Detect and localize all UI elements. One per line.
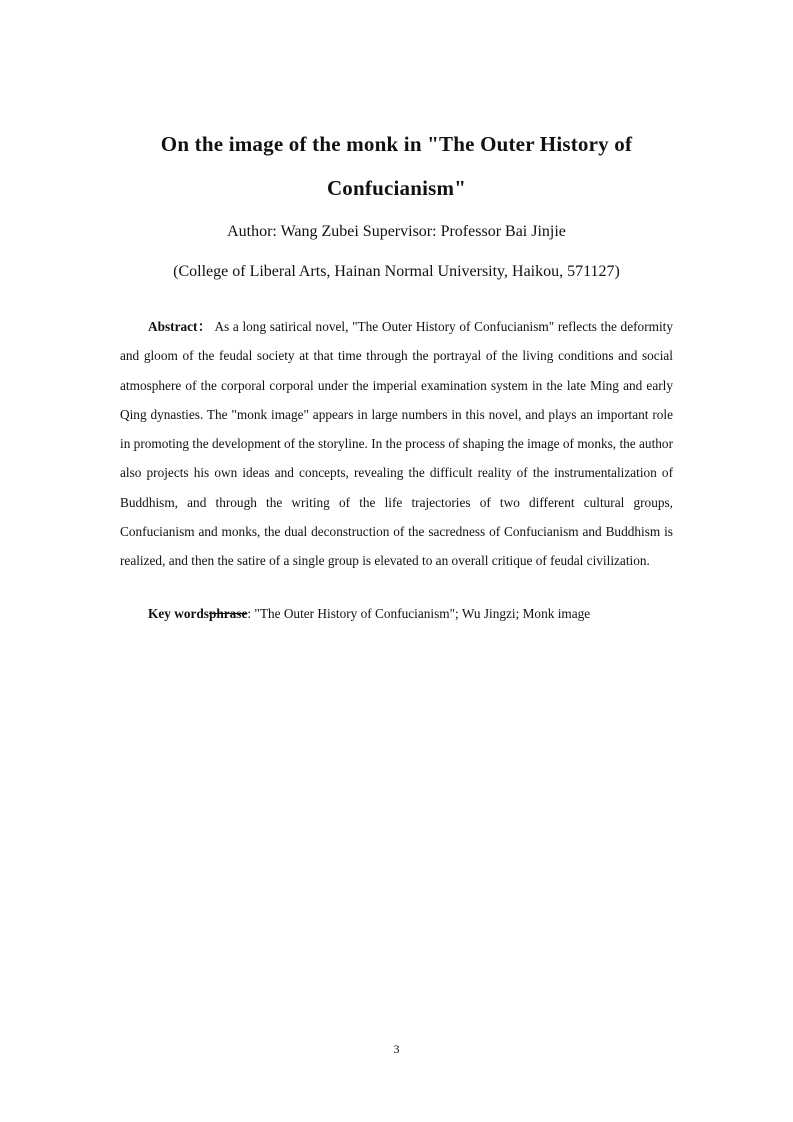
affiliation: (College of Liberal Arts, Hainan Normal University, Haikou, 571127) <box>173 263 620 280</box>
abstract-label: Abstract： <box>148 319 212 334</box>
page-number: 3 <box>393 1042 400 1056</box>
keywords-label: Key words <box>148 606 209 621</box>
keywords-paragraph <box>120 604 673 624</box>
abstract-text: As a long satirical novel, "The Outer History of Confucianism" reflects the deformity and gloom of the feudal society at that time through the portrayal of the living conditions and social atmosphere of the corporal corporal under the imperial examination system in the late Ming and early Qing dynasties. The "monk image" appears in large numbers in this novel, and plays an important role in promoting the development of the storyline. In the process of shaping the image of monks, the author also projects his own ideas and concepts, revealing the difficult reality of the instrumentalization of Buddhism, and through the writing of the life trajectories of two different cultural groups, Confucianism and monks, the dual deconstruction of the sacredness of Confucianism and Buddhism is realized, and then the satire of a single group is elevated to an overall critique of feudal civilization. <box>120 319 673 569</box>
keywords-struck-text: phrase <box>208 606 248 621</box>
keywords-text: : "The Outer History of Confucianism"; Wu Jingzi; Monk image <box>247 606 591 621</box>
abstract-paragraph <box>120 312 673 576</box>
author-line: Author: Wang Zubei Supervisor: Professor Bai Jinjie <box>227 223 566 240</box>
paper-title: On the image of the monk in "The Outer History of Confucianism" <box>160 132 633 200</box>
